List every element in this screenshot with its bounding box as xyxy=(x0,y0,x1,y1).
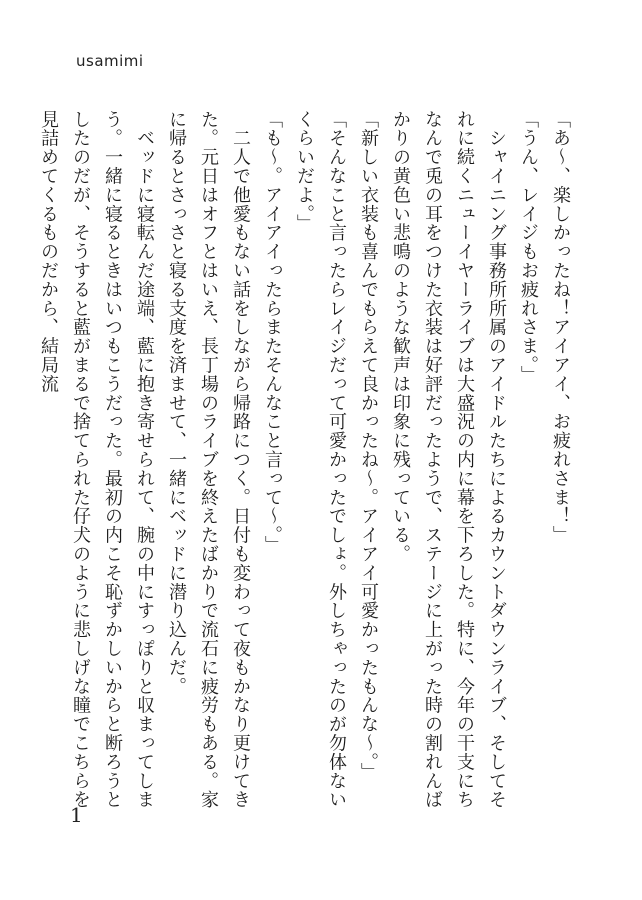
paragraph: 「そんなこと言ったらレイジだって可愛かったでしょ。外しちゃったのが勿体ないくらいだよ。」 xyxy=(294,110,347,810)
paragraph: シャイニング事務所所属のアイドルたちによるカウントダウンライブ、そしてそれに続くニューイヤーライブは大盛況の内に幕を下ろした。特に、今年の干支にちなんで兎の耳をつけた衣装は好評だったようで、ステージに上がった時の割れんばかりの黄色い悲鳴のような歓声は印象に残っている。 xyxy=(390,110,507,810)
paragraph: 「も～。アイアイったらまたそんなこと言って～。」 xyxy=(262,110,283,555)
vertical-body-text xyxy=(38,110,576,822)
document-header xyxy=(76,52,144,70)
paragraph: 二人で他愛もない話をしながら帰路につく。日付も変わって夜もかなり更けてきた。元日はオフとはいえ、長丁場のライブを終えたばかりで流石に疲労もある。家に帰るとさっさと寝る支度を済ませて、一緒にベッドに潜り込んだ。 xyxy=(166,110,251,810)
paragraph: 「新しい衣装も喜んでもらえて良かったね～。アイアイ可愛かったもんな～。」 xyxy=(358,110,379,782)
paragraph: 「うん、レイジもお疲れさま。」 xyxy=(518,110,539,385)
paragraph: 「あ～、楽しかったね！アイアイ、お疲れさま！」 xyxy=(550,110,571,545)
page-number: 1 xyxy=(70,803,83,827)
header-title: usamimi xyxy=(76,52,144,70)
paragraph: ベッドに寝転んだ途端、藍に抱き寄せられて、腕の中にすっぽりと収まってしまう。一緒に寝るときはいつもこうだった。最初の内こそ恥ずかしいからと断ろうとしたのだが、そうすると藍がまるで捨てられた仔犬のように悲しげな瞳でこちらを見詰めてくるものだから、結局流 xyxy=(38,110,155,810)
text-area xyxy=(38,110,576,822)
